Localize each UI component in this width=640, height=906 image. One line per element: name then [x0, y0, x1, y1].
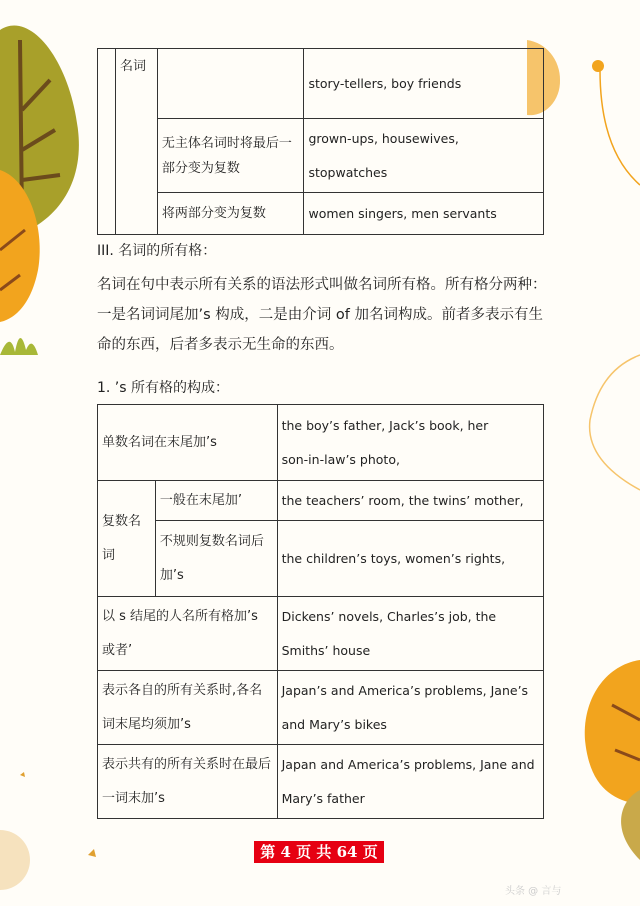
table-cell-rule: 将两部分变为复数 [157, 193, 304, 235]
table-cell-blank [98, 49, 116, 235]
section-paragraph: 名词在句中表示所有关系的语法形式叫做名词所有格。所有格分两种：一是名词词尾加’s 构成，二是由介词 of 加名词构成。前者多表示有生命的东西，后者多表示无生命的东西。 [97, 277, 547, 353]
table-cell-rule: 以 s 结尾的人名所有格加’s 或者’ [98, 597, 278, 671]
table-cell-rule: 无主体名词时将最后一部分变为复数 [157, 119, 304, 193]
section-heading: III. 名词的所有格： [97, 243, 217, 259]
compound-noun-plural-table [97, 48, 544, 235]
table-cell-example: the children’s toys, women’s rights, [277, 521, 543, 597]
table-cell-rule: 表示共有的所有关系时在最后一词末加’s [98, 745, 278, 819]
table-cell-rule [157, 49, 304, 119]
table-cell-example: the teachers’ room, the twins’ mother, [277, 481, 543, 521]
table-cell-rule: 单数名词在末尾加’s [98, 405, 278, 481]
table-cell-group: 复数名词 [98, 481, 156, 597]
table-cell-example: women singers, men servants [304, 193, 544, 235]
table-cell-rule: 表示各自的所有关系时,各名词末尾均须加’s [98, 671, 278, 745]
table-cell-example: Dickens’ novels, Charles’s job, the Smiths’ house [277, 597, 543, 671]
table-cell-rule: 不规则复数名词后加’s [155, 521, 277, 597]
example-line: the boy’s father, Jack’s book, her [281, 417, 489, 433]
watermark: 头条 @ 言与 [505, 886, 562, 897]
table-cell-example [277, 405, 543, 481]
page-number-label: 第 4 页 共 64 页 [254, 841, 384, 863]
table-cell-example: Japan and America’s problems, Jane and Mary’s father [277, 745, 543, 819]
table-cell-example: story-tellers, boy friends [304, 49, 544, 119]
example-line: son-in-law’s photo, [281, 451, 400, 467]
table-cell-rule: 一般在末尾加’ [155, 481, 277, 521]
table-cell-example: grown-ups, housewives, stopwatches [304, 119, 544, 193]
subsection-heading: 1. ’s 所有格的构成： [97, 380, 230, 396]
possessive-case-table [97, 404, 544, 819]
table-cell-category: 名词 [115, 49, 157, 235]
table-cell-example: Japan’s and America’s problems, Jane’s and Mary’s bikes [277, 671, 543, 745]
